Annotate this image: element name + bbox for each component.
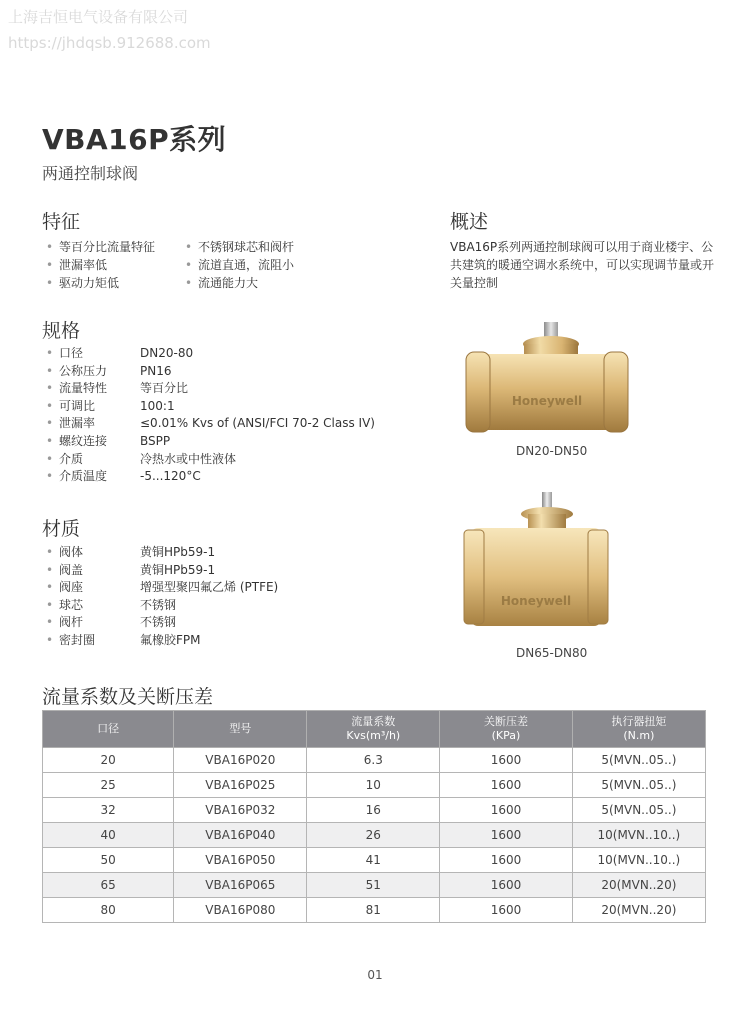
table-row bbox=[43, 898, 706, 923]
table-cell: 81 bbox=[307, 898, 440, 923]
material-value: 氟橡胶FPM bbox=[140, 632, 201, 647]
table-cell: 51 bbox=[307, 873, 440, 898]
spec-key: 介质 bbox=[59, 451, 84, 466]
column-header bbox=[174, 711, 307, 748]
material-key: 阀杆 bbox=[59, 615, 84, 630]
brand-mark: Honeywell bbox=[500, 594, 572, 608]
table-cell: 10(MVN..10..) bbox=[572, 823, 705, 848]
feature-item: • 流通能力大 bbox=[185, 274, 294, 292]
column-header bbox=[572, 711, 705, 748]
flow-table bbox=[42, 710, 706, 923]
spec-key: 介质温度 bbox=[59, 469, 108, 484]
table-cell: 16 bbox=[307, 798, 440, 823]
flow-table-heading: 流量系数及关断压差 bbox=[42, 686, 214, 708]
table-cell: 1600 bbox=[440, 873, 573, 898]
table-cell: 65 bbox=[43, 873, 174, 898]
table-cell: 50 bbox=[43, 848, 174, 873]
table-cell: 40 bbox=[43, 823, 174, 848]
spec-row bbox=[46, 415, 375, 433]
table-row bbox=[43, 798, 706, 823]
material-value: 不锈钢 bbox=[140, 597, 177, 612]
feature-item: • 泄漏率低 bbox=[46, 256, 155, 274]
features-list-right bbox=[185, 238, 294, 292]
material-row bbox=[46, 544, 278, 562]
column-header bbox=[43, 711, 174, 748]
table-cell: 1600 bbox=[440, 773, 573, 798]
column-header bbox=[440, 711, 573, 748]
material-value: 不锈钢 bbox=[140, 615, 177, 630]
spec-row bbox=[46, 451, 375, 469]
material-key: 球芯 bbox=[59, 597, 84, 612]
feature-item: • 驱动力矩低 bbox=[46, 274, 155, 292]
image-caption-large: DN65-DN80 bbox=[516, 646, 588, 660]
page-title: VBA16P系列 bbox=[42, 123, 227, 156]
spec-key: 口径 bbox=[59, 346, 84, 360]
watermark-url: https://jhdqsb.912688.com bbox=[8, 34, 211, 52]
material-value: 黄铜HPb59-1 bbox=[140, 562, 216, 577]
material-row bbox=[46, 632, 278, 650]
spec-key: 公称压力 bbox=[59, 363, 108, 378]
table-row bbox=[43, 773, 706, 798]
spec-value: -5...120°C bbox=[140, 469, 201, 484]
watermark-company: 上海吉恒电气设备有限公司 bbox=[8, 8, 189, 26]
table-cell: 10 bbox=[307, 773, 440, 798]
table-cell: 1600 bbox=[440, 748, 573, 773]
table-cell: 1600 bbox=[440, 848, 573, 873]
spec-row bbox=[46, 363, 375, 381]
page-subtitle: 两通控制球阀 bbox=[42, 164, 139, 183]
table-cell: 20(MVN..20) bbox=[572, 873, 705, 898]
table-cell: 32 bbox=[43, 798, 174, 823]
spec-value: DN20-80 bbox=[140, 346, 194, 360]
table-cell: 20 bbox=[43, 748, 174, 773]
spec-value: PN16 bbox=[140, 363, 172, 378]
material-key: 阀座 bbox=[59, 580, 84, 595]
spec-value: 等百分比 bbox=[140, 381, 189, 396]
valve-image-large bbox=[462, 490, 610, 632]
spec-value: 冷热水或中性液体 bbox=[140, 451, 237, 466]
table-row bbox=[43, 748, 706, 773]
table-row bbox=[43, 848, 706, 873]
table-cell: 1600 bbox=[440, 898, 573, 923]
specs-list bbox=[46, 345, 375, 486]
column-header-label: 口径 bbox=[97, 722, 120, 735]
page-number: 01 bbox=[367, 968, 383, 982]
spec-value: BSPP bbox=[140, 433, 171, 448]
table-cell: VBA16P080 bbox=[174, 898, 307, 923]
materials-heading: 材质 bbox=[42, 518, 81, 540]
brand-mark: Honeywell bbox=[511, 394, 583, 408]
overview-heading: 概述 bbox=[450, 211, 489, 233]
column-header-label: 流量系数 bbox=[351, 715, 396, 728]
column-header-label: 关断压差 bbox=[483, 715, 528, 728]
table-cell: VBA16P040 bbox=[174, 823, 307, 848]
spec-row bbox=[46, 468, 375, 486]
table-cell: 5(MVN..05..) bbox=[572, 798, 705, 823]
table-cell: 25 bbox=[43, 773, 174, 798]
valve-image-small bbox=[462, 322, 634, 440]
spec-key: 螺纹连接 bbox=[59, 433, 108, 448]
table-cell: VBA16P020 bbox=[174, 748, 307, 773]
table-cell: 5(MVN..05..) bbox=[572, 773, 705, 798]
spec-key: 泄漏率 bbox=[59, 416, 96, 431]
image-caption-small: DN20-DN50 bbox=[516, 444, 588, 458]
spec-value: 100:1 bbox=[140, 398, 175, 413]
table-cell: VBA16P025 bbox=[174, 773, 307, 798]
valve-body bbox=[470, 528, 602, 626]
material-row bbox=[46, 597, 278, 615]
material-value: 黄铜HPb59-1 bbox=[140, 545, 216, 559]
table-cell: 80 bbox=[43, 898, 174, 923]
table-row bbox=[43, 873, 706, 898]
table-cell: 1600 bbox=[440, 823, 573, 848]
table-header-row bbox=[43, 711, 706, 748]
column-header-unit: (KPa) bbox=[491, 729, 521, 742]
column-header-label: 型号 bbox=[229, 722, 252, 735]
material-key: 阀盖 bbox=[59, 562, 84, 577]
spec-key: 可调比 bbox=[59, 398, 96, 413]
column-header-unit: (N.m) bbox=[623, 729, 655, 742]
valve-body bbox=[472, 354, 622, 430]
valve-stem bbox=[542, 492, 552, 508]
spec-key: 流量特性 bbox=[59, 381, 108, 396]
features-list-left bbox=[46, 238, 155, 292]
table-row bbox=[43, 823, 706, 848]
table-cell: VBA16P050 bbox=[174, 848, 307, 873]
column-header bbox=[307, 711, 440, 748]
material-key: 密封圈 bbox=[59, 632, 96, 647]
feature-item: • 等百分比流量特征 bbox=[46, 238, 155, 256]
spec-row bbox=[46, 398, 375, 416]
features-heading: 特征 bbox=[42, 211, 81, 233]
table-cell: 10(MVN..10..) bbox=[572, 848, 705, 873]
spec-value: ≤0.01% Kvs of (ANSI/FCI 70-2 Class IV) bbox=[140, 416, 375, 431]
material-key: 阀体 bbox=[59, 545, 84, 559]
spec-row bbox=[46, 433, 375, 451]
feature-item: • 不锈钢球芯和阀杆 bbox=[185, 238, 294, 256]
table-cell: 5(MVN..05..) bbox=[572, 748, 705, 773]
feature-item: • 流道直通，流阻小 bbox=[185, 256, 294, 274]
specs-heading: 规格 bbox=[42, 320, 81, 342]
table-cell: 1600 bbox=[440, 798, 573, 823]
column-header-label: 执行器扭矩 bbox=[611, 715, 667, 728]
materials-list bbox=[46, 544, 278, 650]
material-row bbox=[46, 562, 278, 580]
material-row bbox=[46, 579, 278, 597]
column-header-unit: Kvs(m³/h) bbox=[346, 729, 401, 742]
spec-row bbox=[46, 345, 375, 363]
table-cell: 41 bbox=[307, 848, 440, 873]
table-cell: 26 bbox=[307, 823, 440, 848]
overview-text: VBA16P系列两通控制球阀可以用于商业楼宇、公共建筑的暖通空调水系统中，可以实现调节量或开关量控制 bbox=[450, 240, 715, 290]
spec-row bbox=[46, 380, 375, 398]
table-cell: VBA16P032 bbox=[174, 798, 307, 823]
material-value: 增强型聚四氟乙烯 (PTFE) bbox=[140, 580, 279, 595]
material-row bbox=[46, 614, 278, 632]
table-cell: 6.3 bbox=[307, 748, 440, 773]
table-cell: VBA16P065 bbox=[174, 873, 307, 898]
table-cell: 20(MVN..20) bbox=[572, 898, 705, 923]
